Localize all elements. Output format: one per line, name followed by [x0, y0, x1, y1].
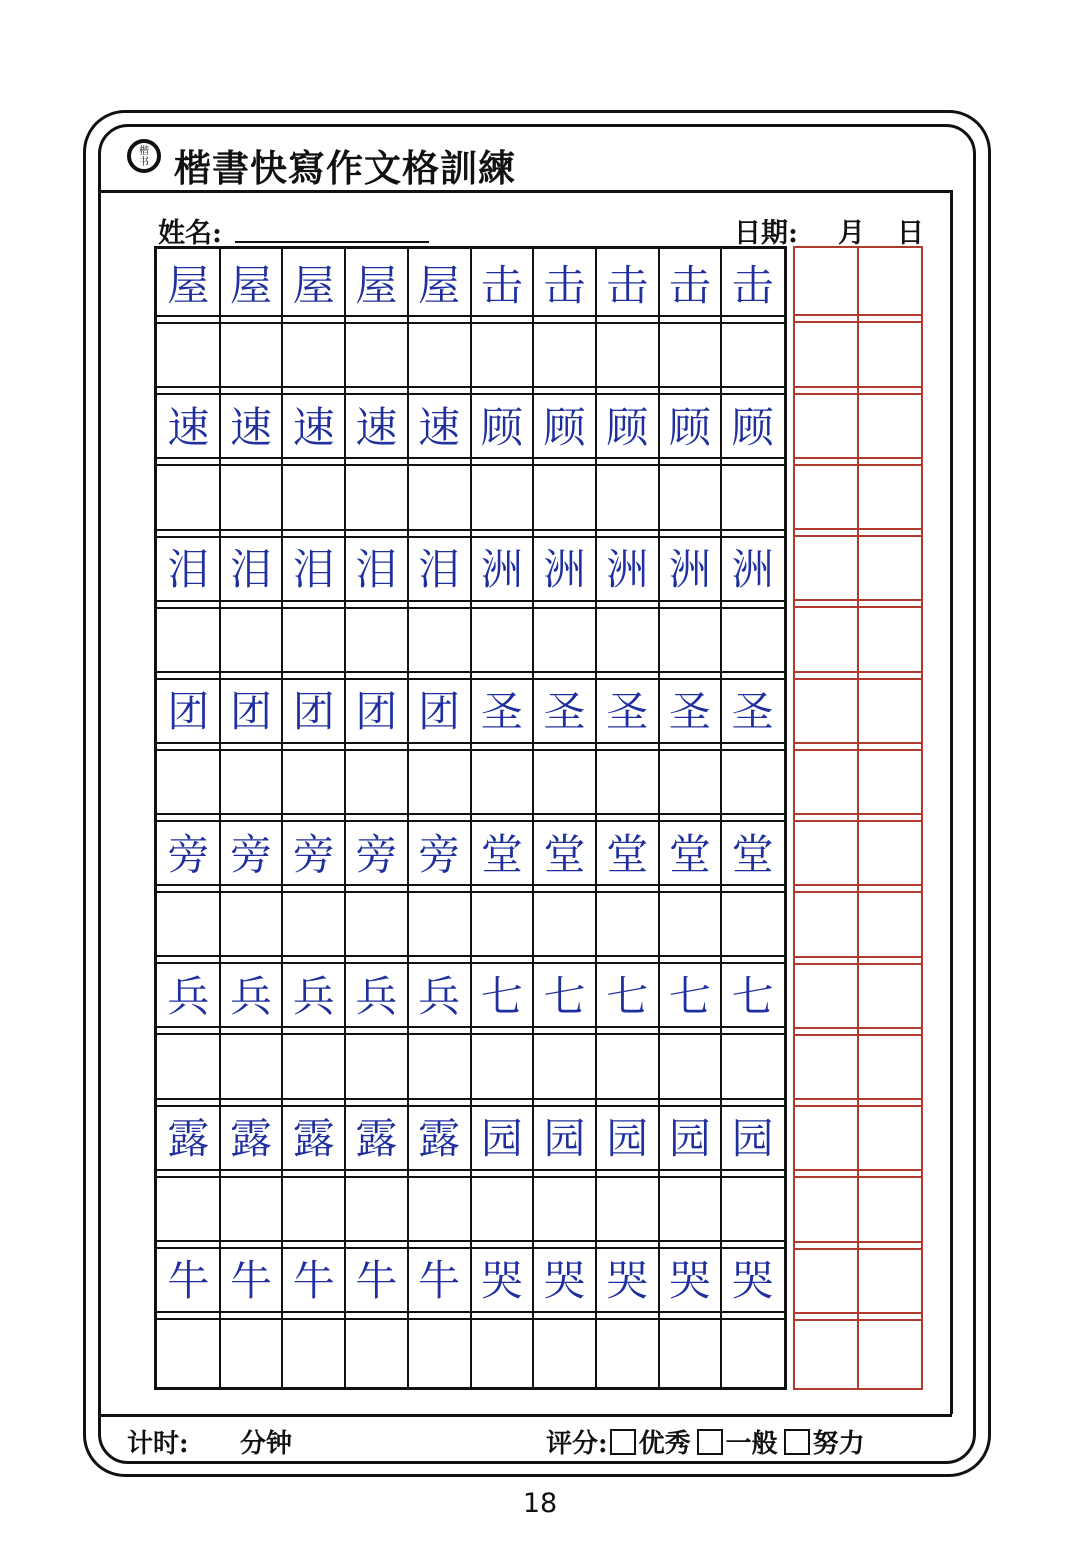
blank-practice-cell[interactable]	[473, 1177, 532, 1239]
practice-character: 园	[480, 1114, 523, 1164]
blank-practice-cell[interactable]	[410, 608, 469, 670]
blank-practice-cell[interactable]	[535, 465, 594, 527]
blank-practice-cell[interactable]	[222, 750, 281, 812]
practice-character: 圣	[668, 687, 711, 737]
right-divider	[950, 190, 953, 1414]
blank-practice-cell[interactable]	[535, 1319, 594, 1381]
practice-character: 顾	[606, 402, 649, 452]
practice-character: 哭	[606, 1256, 649, 1306]
title-divider	[98, 190, 952, 193]
red-grid-row-line	[795, 1312, 921, 1314]
practice-character: 七	[668, 971, 711, 1021]
blank-practice-cell[interactable]	[661, 465, 720, 527]
red-grid-row-line	[795, 535, 921, 537]
practice-character: 圣	[606, 687, 649, 737]
blank-practice-cell[interactable]	[347, 750, 406, 812]
blank-practice-cell[interactable]	[159, 892, 218, 954]
practice-character: 击	[606, 260, 649, 310]
practice-character: 园	[731, 1114, 774, 1164]
red-grid-row-line	[795, 1319, 921, 1321]
practice-character: 牛	[355, 1256, 398, 1306]
practice-character: 泪	[355, 545, 398, 595]
blank-practice-cell[interactable]	[723, 1034, 782, 1096]
blank-practice-cell[interactable]	[347, 1319, 406, 1381]
red-grid-row-line	[795, 464, 921, 466]
page-number: 18	[522, 1488, 558, 1519]
practice-character: 屋	[230, 260, 273, 310]
blank-practice-cell[interactable]	[159, 323, 218, 385]
practice-character: 速	[418, 402, 461, 452]
blank-practice-cell[interactable]	[284, 323, 343, 385]
practice-character: 露	[167, 1114, 210, 1164]
blank-practice-cell[interactable]	[661, 1034, 720, 1096]
practice-character: 旁	[292, 829, 335, 879]
grid-row-line	[157, 1240, 784, 1242]
red-grid-row-line	[795, 963, 921, 965]
practice-character: 速	[230, 402, 273, 452]
blank-practice-cell[interactable]	[473, 750, 532, 812]
practice-character: 击	[668, 260, 711, 310]
page-title: 楷書快寫作文格訓練	[174, 146, 516, 190]
red-grid-row-line	[795, 749, 921, 751]
practice-character: 堂	[543, 829, 586, 879]
blank-practice-cell[interactable]	[284, 608, 343, 670]
blank-practice-cell[interactable]	[410, 465, 469, 527]
practice-character: 速	[355, 402, 398, 452]
blank-practice-cell[interactable]	[222, 1034, 281, 1096]
grid-row-line	[157, 671, 784, 673]
grid-row-line	[157, 529, 784, 531]
practice-character: 顾	[480, 402, 523, 452]
grid-row-line	[157, 386, 784, 388]
red-grid-row-line	[795, 1248, 921, 1250]
red-grid-column-line	[857, 248, 859, 1388]
blank-practice-cell[interactable]	[284, 1177, 343, 1239]
blank-practice-cell[interactable]	[598, 1319, 657, 1381]
blank-practice-cell[interactable]	[347, 1177, 406, 1239]
month-label: 月	[838, 218, 865, 249]
timer-label: 计时:	[127, 1429, 189, 1459]
practice-character: 旁	[355, 829, 398, 879]
blank-practice-cell[interactable]	[347, 1034, 406, 1096]
blank-practice-cell[interactable]	[473, 608, 532, 670]
practice-character: 洲	[731, 545, 774, 595]
blank-practice-cell[interactable]	[723, 892, 782, 954]
blank-practice-cell[interactable]	[159, 1177, 218, 1239]
blank-practice-cell[interactable]	[410, 1177, 469, 1239]
brand-logo	[127, 139, 161, 173]
practice-character: 牛	[292, 1256, 335, 1306]
blank-practice-cell[interactable]	[284, 892, 343, 954]
practice-character: 园	[543, 1114, 586, 1164]
practice-character: 洲	[668, 545, 711, 595]
blank-practice-cell[interactable]	[284, 1319, 343, 1381]
blank-practice-cell[interactable]	[473, 1034, 532, 1096]
score-checkbox-average[interactable]	[697, 1429, 723, 1455]
practice-character: 园	[668, 1114, 711, 1164]
score-label: 评分:	[546, 1429, 608, 1459]
practice-character: 屋	[292, 260, 335, 310]
practice-character: 牛	[230, 1256, 273, 1306]
practice-character: 兵	[167, 971, 210, 1021]
blank-practice-cell[interactable]	[661, 750, 720, 812]
red-grid-row-line	[795, 1027, 921, 1029]
blank-practice-cell[interactable]	[723, 608, 782, 670]
blank-practice-cell[interactable]	[222, 465, 281, 527]
minutes-label: 分钟	[240, 1429, 293, 1459]
practice-character: 兵	[292, 971, 335, 1021]
blank-practice-cell[interactable]	[347, 323, 406, 385]
practice-character: 哭	[668, 1256, 711, 1306]
blank-practice-cell[interactable]	[598, 608, 657, 670]
red-practice-grid	[793, 246, 923, 1390]
practice-character: 旁	[418, 829, 461, 879]
date-label: 日期:	[734, 218, 798, 249]
practice-character: 洲	[480, 545, 523, 595]
red-grid-row-line	[795, 599, 921, 601]
red-grid-row-line	[795, 321, 921, 323]
practice-character: 兵	[230, 971, 273, 1021]
blank-practice-cell[interactable]	[661, 1319, 720, 1381]
red-grid-row-line	[795, 457, 921, 459]
blank-practice-cell[interactable]	[598, 1177, 657, 1239]
blank-practice-cell[interactable]	[222, 892, 281, 954]
red-grid-row-line	[795, 1241, 921, 1243]
blank-practice-cell[interactable]	[410, 892, 469, 954]
red-grid-row-line	[795, 1034, 921, 1036]
score-checkbox-excellent[interactable]	[610, 1429, 636, 1455]
blank-practice-cell[interactable]	[473, 323, 532, 385]
blank-practice-cell[interactable]	[661, 608, 720, 670]
day-label: 日	[897, 218, 924, 249]
logo-text-bottom: 书	[139, 157, 149, 168]
practice-character: 速	[167, 402, 210, 452]
blank-practice-cell[interactable]	[535, 608, 594, 670]
blank-practice-cell[interactable]	[222, 323, 281, 385]
red-grid-row-line	[795, 314, 921, 316]
logo-text-top: 楷	[139, 146, 149, 157]
blank-practice-cell[interactable]	[284, 1034, 343, 1096]
blank-practice-cell[interactable]	[410, 1034, 469, 1096]
practice-character: 露	[355, 1114, 398, 1164]
practice-character: 堂	[480, 829, 523, 879]
practice-character: 团	[167, 687, 210, 737]
blank-practice-cell[interactable]	[222, 1177, 281, 1239]
score-option-excellent: 优秀	[638, 1429, 691, 1459]
practice-character: 七	[480, 971, 523, 1021]
blank-practice-cell[interactable]	[598, 323, 657, 385]
practice-character: 击	[480, 260, 523, 310]
footer-divider	[98, 1414, 952, 1417]
practice-character: 顾	[668, 402, 711, 452]
blank-practice-cell[interactable]	[598, 892, 657, 954]
practice-character: 哭	[480, 1256, 523, 1306]
blank-practice-cell[interactable]	[159, 465, 218, 527]
red-grid-row-line	[795, 386, 921, 388]
practice-character: 七	[606, 971, 649, 1021]
practice-character: 七	[731, 971, 774, 1021]
blank-practice-cell[interactable]	[347, 465, 406, 527]
practice-character: 击	[731, 260, 774, 310]
practice-character: 泪	[167, 545, 210, 595]
score-option-average: 一般	[725, 1429, 778, 1459]
blank-practice-cell[interactable]	[410, 323, 469, 385]
red-grid-row-line	[795, 956, 921, 958]
blank-practice-cell[interactable]	[159, 1034, 218, 1096]
practice-character: 哭	[543, 1256, 586, 1306]
practice-character: 团	[355, 687, 398, 737]
red-grid-row-line	[795, 891, 921, 893]
practice-character: 顾	[731, 402, 774, 452]
practice-character: 牛	[418, 1256, 461, 1306]
red-grid-row-line	[795, 820, 921, 822]
red-grid-row-line	[795, 1176, 921, 1178]
blank-practice-cell[interactable]	[347, 892, 406, 954]
practice-character: 哭	[731, 1256, 774, 1306]
practice-character: 团	[418, 687, 461, 737]
blank-practice-cell[interactable]	[598, 1034, 657, 1096]
practice-character: 堂	[731, 829, 774, 879]
practice-character: 屋	[355, 260, 398, 310]
blank-practice-cell[interactable]	[473, 465, 532, 527]
practice-character: 泪	[418, 545, 461, 595]
practice-character: 顾	[543, 402, 586, 452]
practice-character: 泪	[230, 545, 273, 595]
blank-practice-cell[interactable]	[535, 750, 594, 812]
practice-character: 兵	[418, 971, 461, 1021]
blank-practice-cell[interactable]	[284, 465, 343, 527]
blank-practice-cell[interactable]	[598, 750, 657, 812]
practice-character: 圣	[543, 687, 586, 737]
blank-practice-cell[interactable]	[723, 323, 782, 385]
practice-character: 园	[606, 1114, 649, 1164]
blank-practice-cell[interactable]	[535, 323, 594, 385]
practice-character: 露	[230, 1114, 273, 1164]
grid-row-line	[157, 1098, 784, 1100]
blank-practice-cell[interactable]	[159, 750, 218, 812]
blank-practice-cell[interactable]	[723, 1177, 782, 1239]
red-grid-row-line	[795, 884, 921, 886]
blank-practice-cell[interactable]	[661, 1177, 720, 1239]
name-label: 姓名:	[158, 218, 222, 249]
grid-row-line	[157, 813, 784, 815]
practice-character: 圣	[731, 687, 774, 737]
practice-character: 泪	[292, 545, 335, 595]
blank-practice-cell[interactable]	[723, 750, 782, 812]
red-grid-row-line	[795, 1098, 921, 1100]
blank-practice-cell[interactable]	[535, 892, 594, 954]
red-grid-row-line	[795, 671, 921, 673]
blank-practice-cell[interactable]	[535, 1034, 594, 1096]
blank-practice-cell[interactable]	[723, 1319, 782, 1381]
practice-character: 堂	[606, 829, 649, 879]
practice-character: 团	[292, 687, 335, 737]
blank-practice-cell[interactable]	[598, 465, 657, 527]
blank-practice-cell[interactable]	[222, 608, 281, 670]
name-field[interactable]	[235, 241, 429, 243]
red-grid-row-line	[795, 528, 921, 530]
practice-character: 露	[418, 1114, 461, 1164]
blank-practice-cell[interactable]	[284, 750, 343, 812]
practice-character: 牛	[167, 1256, 210, 1306]
blank-practice-cell[interactable]	[410, 1319, 469, 1381]
blank-practice-cell[interactable]	[661, 892, 720, 954]
red-grid-row-line	[795, 1169, 921, 1171]
red-grid-row-line	[795, 813, 921, 815]
practice-character: 洲	[543, 545, 586, 595]
grid-row-line	[157, 955, 784, 957]
practice-character: 七	[543, 971, 586, 1021]
practice-character: 露	[292, 1114, 335, 1164]
practice-character: 堂	[668, 829, 711, 879]
blank-practice-cell[interactable]	[473, 1319, 532, 1381]
blank-practice-cell[interactable]	[473, 892, 532, 954]
red-grid-row-line	[795, 393, 921, 395]
practice-character: 洲	[606, 545, 649, 595]
practice-character: 旁	[167, 829, 210, 879]
red-grid-row-line	[795, 606, 921, 608]
score-checkbox-effort[interactable]	[784, 1429, 810, 1455]
practice-grid	[154, 246, 787, 1390]
blank-practice-cell[interactable]	[723, 465, 782, 527]
score-option-effort: 努力	[812, 1429, 865, 1459]
blank-practice-cell[interactable]	[535, 1177, 594, 1239]
blank-practice-cell[interactable]	[410, 750, 469, 812]
blank-practice-cell[interactable]	[222, 1319, 281, 1381]
practice-character: 屋	[418, 260, 461, 310]
blank-practice-cell[interactable]	[159, 608, 218, 670]
practice-character: 屋	[167, 260, 210, 310]
blank-practice-cell[interactable]	[159, 1319, 218, 1381]
blank-practice-cell[interactable]	[347, 608, 406, 670]
practice-character: 速	[292, 402, 335, 452]
practice-character: 旁	[230, 829, 273, 879]
practice-character: 击	[543, 260, 586, 310]
red-grid-row-line	[795, 1105, 921, 1107]
practice-character: 圣	[480, 687, 523, 737]
practice-character: 兵	[355, 971, 398, 1021]
red-grid-row-line	[795, 678, 921, 680]
red-grid-row-line	[795, 742, 921, 744]
score-area	[546, 1423, 865, 1460]
practice-character: 团	[230, 687, 273, 737]
blank-practice-cell[interactable]	[661, 323, 720, 385]
